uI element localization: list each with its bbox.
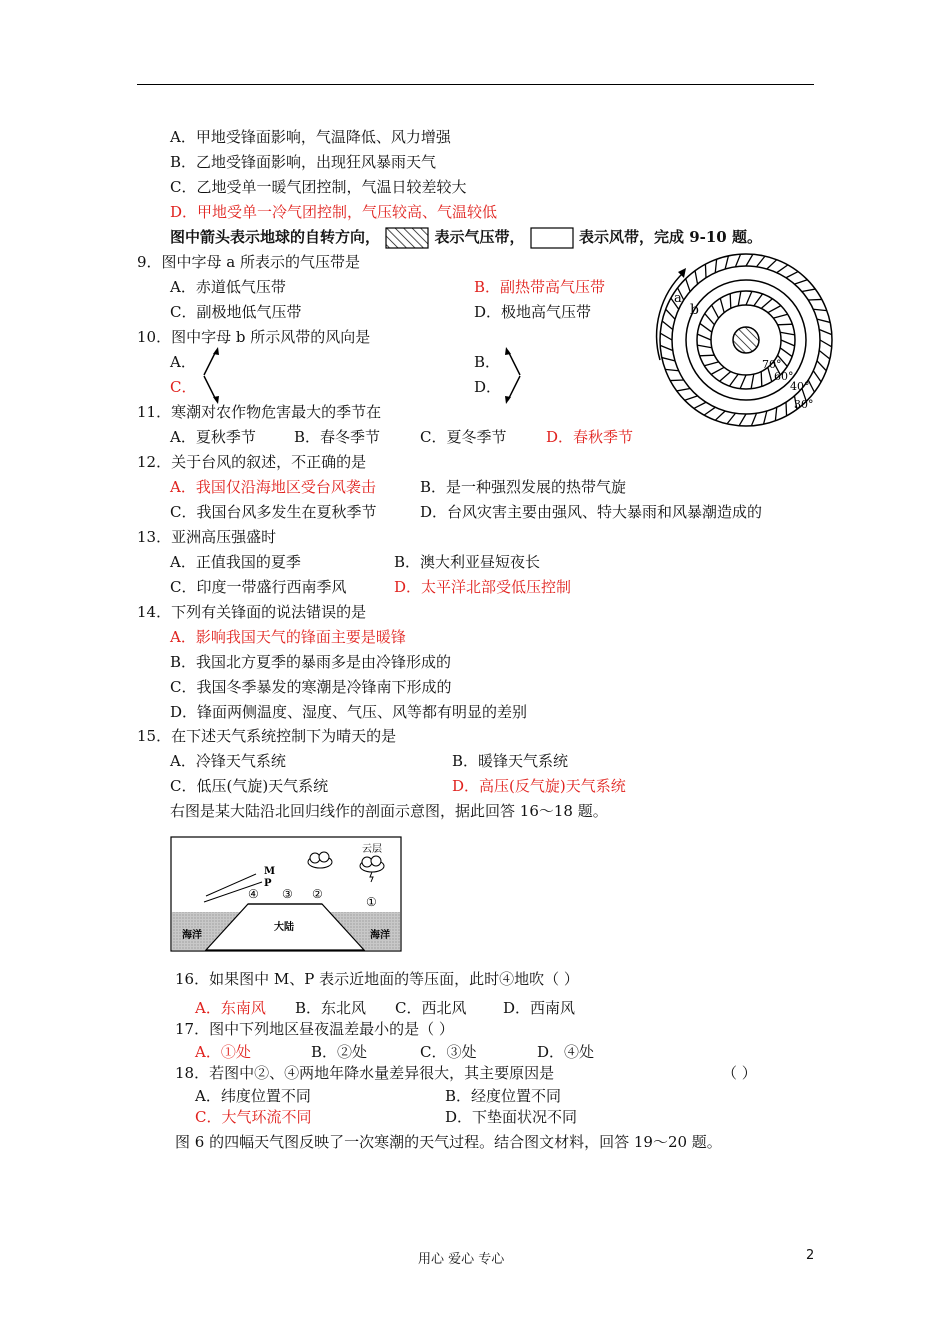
q18-answer-paren: （ ） (722, 1064, 757, 1082)
hatch-tick (705, 314, 715, 325)
hatch-tick (730, 294, 731, 309)
q17-option-d: D．④处 (537, 1043, 595, 1061)
q13-option-b: B．澳大利亚昼短夜长 (394, 553, 541, 571)
hatch-tick (735, 254, 740, 267)
header-rule (137, 84, 814, 85)
q15-option-c: C．低压(气旋)天气系统 (170, 777, 329, 795)
hatch-tick (778, 324, 793, 325)
hatch-tick (677, 388, 690, 390)
hatch-tick (704, 407, 715, 415)
hatch-tick (777, 265, 788, 273)
arrow-sw-icon (502, 372, 524, 406)
hatch-tick (754, 294, 763, 306)
q14-option-d: D．锋面两侧温度、湿度、气压、风等都有明显的差别 (170, 703, 528, 721)
hatch-tick (746, 254, 753, 266)
page-number: 2 (806, 1248, 815, 1263)
q15-option-d: D．高压(反气旋)天气系统 (452, 777, 626, 795)
hatch-tick (738, 291, 741, 306)
hatch-tick (700, 355, 715, 356)
hatch-tick (665, 369, 679, 370)
label-p: P (264, 878, 272, 889)
q8-option-b: B．乙地受锋面影响，出现狂风暴雨天气 (170, 153, 437, 171)
intro-9-10-part3: 表示风带，完成 9-10 题。 (578, 228, 762, 246)
hatch-tick (751, 374, 754, 389)
intro-19-20: 图 6 的四幅天气图反映了一次寒潮的天气过程。结合图文材料，回答 19～20 题。 (175, 1133, 722, 1151)
hatch-tick (660, 333, 672, 340)
cross-section-diagram (170, 836, 402, 952)
hatch-tick (813, 371, 821, 382)
q16-option-a: A．东南风 (195, 999, 266, 1017)
hatch-tick (757, 256, 765, 267)
q17-option-c: C．③处 (420, 1043, 477, 1061)
q11-option-a: A．夏秋季节 (170, 428, 256, 446)
q12-option-d: D．台风灾害主要由强风、特大暴雨和风暴潮造成的 (420, 503, 763, 521)
label-cloud: 云层 (362, 844, 382, 855)
q8-option-a: A．甲地受锋面影响，气温降低、风力增强 (170, 128, 451, 146)
q11-option-b: B．春冬季节 (294, 428, 381, 446)
hatch-tick (761, 299, 772, 309)
hatch-tick (670, 380, 684, 381)
label-land: 大陆 (274, 922, 294, 933)
hatch-tick (767, 260, 777, 269)
q14-option-b: B．我国北方夏季的暴雨多是由冷锋形成的 (170, 653, 452, 671)
hatch-tick (715, 411, 725, 420)
hatch-tick (819, 329, 832, 334)
arrow-se-icon (200, 372, 222, 406)
q16-option-c: C．西北风 (395, 999, 467, 1017)
hatch-tick (662, 358, 675, 361)
q9-option-d: D．极地高气压带 (474, 303, 592, 321)
wind-belt-legend-icon (530, 227, 574, 249)
q15-option-b: B．暖锋天气系统 (452, 752, 569, 770)
label-b: b (690, 302, 699, 318)
label-4: ④ (248, 887, 259, 901)
q18-option-b: B．经度位置不同 (445, 1087, 562, 1105)
q11-stem: 11．寒潮对农作物危害最大的季节在 (137, 403, 382, 421)
hatch-tick (746, 291, 752, 305)
q13-option-d: D．太平洋北部受低压控制 (394, 578, 572, 596)
q10-option-d: D． (474, 378, 502, 396)
label-m: M (264, 866, 276, 877)
q12-option-c: C．我国台风多发生在夏秋季节 (170, 503, 377, 521)
q14-option-c: C．我国冬季暴发的寒潮是冷锋南下形成的 (170, 678, 452, 696)
q14-stem: 14．下列有关锋面的说法错误的是 (137, 603, 367, 621)
q17-option-b: B．②处 (311, 1043, 368, 1061)
hatch-tick (697, 334, 711, 340)
q18-option-c: C．大气环流不同 (195, 1108, 312, 1126)
intro-9-10-part2: 表示气压带， (434, 228, 525, 246)
hatch-tick (729, 374, 738, 386)
hatch-tick (819, 351, 830, 359)
hatch-tick (781, 340, 795, 346)
hatch-tick (786, 272, 798, 278)
hatch-tick (817, 361, 826, 371)
hatch-tick (725, 256, 728, 269)
q13-option-c: C．印度一带盛行西南季风 (170, 578, 347, 596)
lat-40: 40° (790, 380, 810, 393)
q12-stem: 12．关于台风的叙述，不正确的是 (137, 453, 367, 471)
hatch-tick (715, 259, 716, 273)
q8-option-d: D．甲地受单一冷气团控制，气压较高、气温较低 (170, 203, 498, 221)
hatch-tick (720, 372, 731, 382)
lat-70: 70° (762, 358, 782, 371)
q17-option-a: A．①处 (195, 1043, 251, 1061)
hatch-tick (660, 345, 673, 350)
hatch-tick (720, 298, 724, 312)
hatch-tick (695, 271, 697, 284)
hatch-tick (773, 314, 787, 318)
label-ocean-left: 海洋 (182, 930, 202, 941)
hatch-tick (808, 299, 822, 300)
hatch-tick (711, 367, 724, 374)
hatch-tick (705, 264, 706, 278)
q16-option-b: B．东北风 (295, 999, 367, 1017)
cloud-icon-left (308, 852, 332, 868)
hatch-tick (764, 411, 767, 424)
q11-option-d: D．春秋季节 (546, 428, 634, 446)
q10-stem: 10．图中字母 b 所示风带的风向是 (137, 328, 371, 346)
pressure-wind-belt-diagram (642, 250, 834, 428)
q8-option-c: C．乙地受单一暖气团控制，气温日较差较大 (170, 178, 467, 196)
q18-option-a: A．纬度位置不同 (195, 1087, 311, 1105)
hatch-tick (780, 332, 795, 335)
page-footer: 用心 爱心 专心 (418, 1252, 505, 1267)
q11-option-c: C．夏冬季节 (420, 428, 507, 446)
hatch-tick (775, 407, 776, 421)
label-2: ② (312, 887, 323, 901)
lat-60: 60° (774, 370, 794, 383)
q14-option-a: A．影响我国天气的锋面主要是暖锋 (170, 628, 406, 646)
hatch-tick (686, 279, 690, 292)
label-ocean-right: 海洋 (370, 930, 390, 941)
hatch-tick (712, 305, 719, 318)
hatch-tick (786, 402, 787, 416)
hatch-tick (697, 345, 712, 348)
q13-stem: 13．亚洲高压强盛时 (137, 528, 277, 546)
q18-stem: 18．若图中②、④两地年降水量差异很大，其主要原因是 (175, 1064, 555, 1082)
q9-option-b: B．副热带高气压带 (474, 278, 606, 296)
hatch-tick (666, 309, 675, 319)
q10-option-a: A． (170, 353, 196, 371)
q9-option-c: C．副极地低气压带 (170, 303, 302, 321)
hatch-tick (813, 309, 827, 310)
label-a: a (674, 291, 682, 306)
q9-stem: 9．图中字母 a 所表示的气压带是 (137, 253, 361, 271)
hatch-tick (780, 348, 792, 357)
hatch-tick (751, 413, 756, 426)
q12-option-b: B．是一种强烈发展的热带气旋 (420, 478, 627, 496)
lat-30: 30° (794, 398, 814, 411)
hatch-tick (662, 321, 673, 329)
hatch-tick (739, 414, 746, 426)
intro-9-10 (170, 227, 762, 249)
q16-option-d: D．西南风 (503, 999, 576, 1017)
label-3: ③ (282, 887, 293, 901)
label-1: ① (366, 895, 377, 909)
q17-stem: 17．图中下列地区昼夜温差最小的是（ ） (175, 1020, 454, 1038)
q13-option-a: A．正值我国的夏季 (170, 553, 301, 571)
hatch-tick (794, 280, 807, 284)
hatch-tick (700, 323, 712, 332)
hatch-tick (820, 340, 832, 347)
pole-hatch-circle (733, 327, 759, 353)
intro-16-18: 右图是某大陆沿北回归线作的剖面示意图，据此回答 16～18 题。 (170, 802, 608, 820)
hatch-tick (802, 289, 815, 291)
q18-option-d: D．下垫面状况不同 (445, 1108, 578, 1126)
hatch-tick (727, 413, 735, 424)
pressure-belt-legend-icon (385, 227, 429, 249)
hatch-tick (685, 396, 698, 400)
q15-stem: 15．在下述天气系统控制下为晴天的是 (137, 727, 397, 745)
q9-option-a: A．赤道低气压带 (170, 278, 286, 296)
q15-option-a: A．冷锋天气系统 (170, 752, 286, 770)
q16-stem: 16．如果图中 M、P 表示近地面的等压面，此时④地吹（ ） (175, 970, 579, 988)
hatch-tick (761, 372, 762, 387)
hatch-tick (817, 319, 830, 322)
hatch-tick (740, 375, 746, 389)
q10-option-c: C． (170, 378, 197, 396)
hatch-tick (704, 362, 718, 366)
hatch-tick (694, 402, 706, 408)
q12-option-a: A．我国仅沿海地区受台风袭击 (170, 478, 376, 496)
intro-9-10-part1: 图中箭头表示地球的自转方向， (170, 228, 381, 246)
hatch-tick (768, 306, 781, 313)
q10-option-b: B． (474, 353, 501, 371)
